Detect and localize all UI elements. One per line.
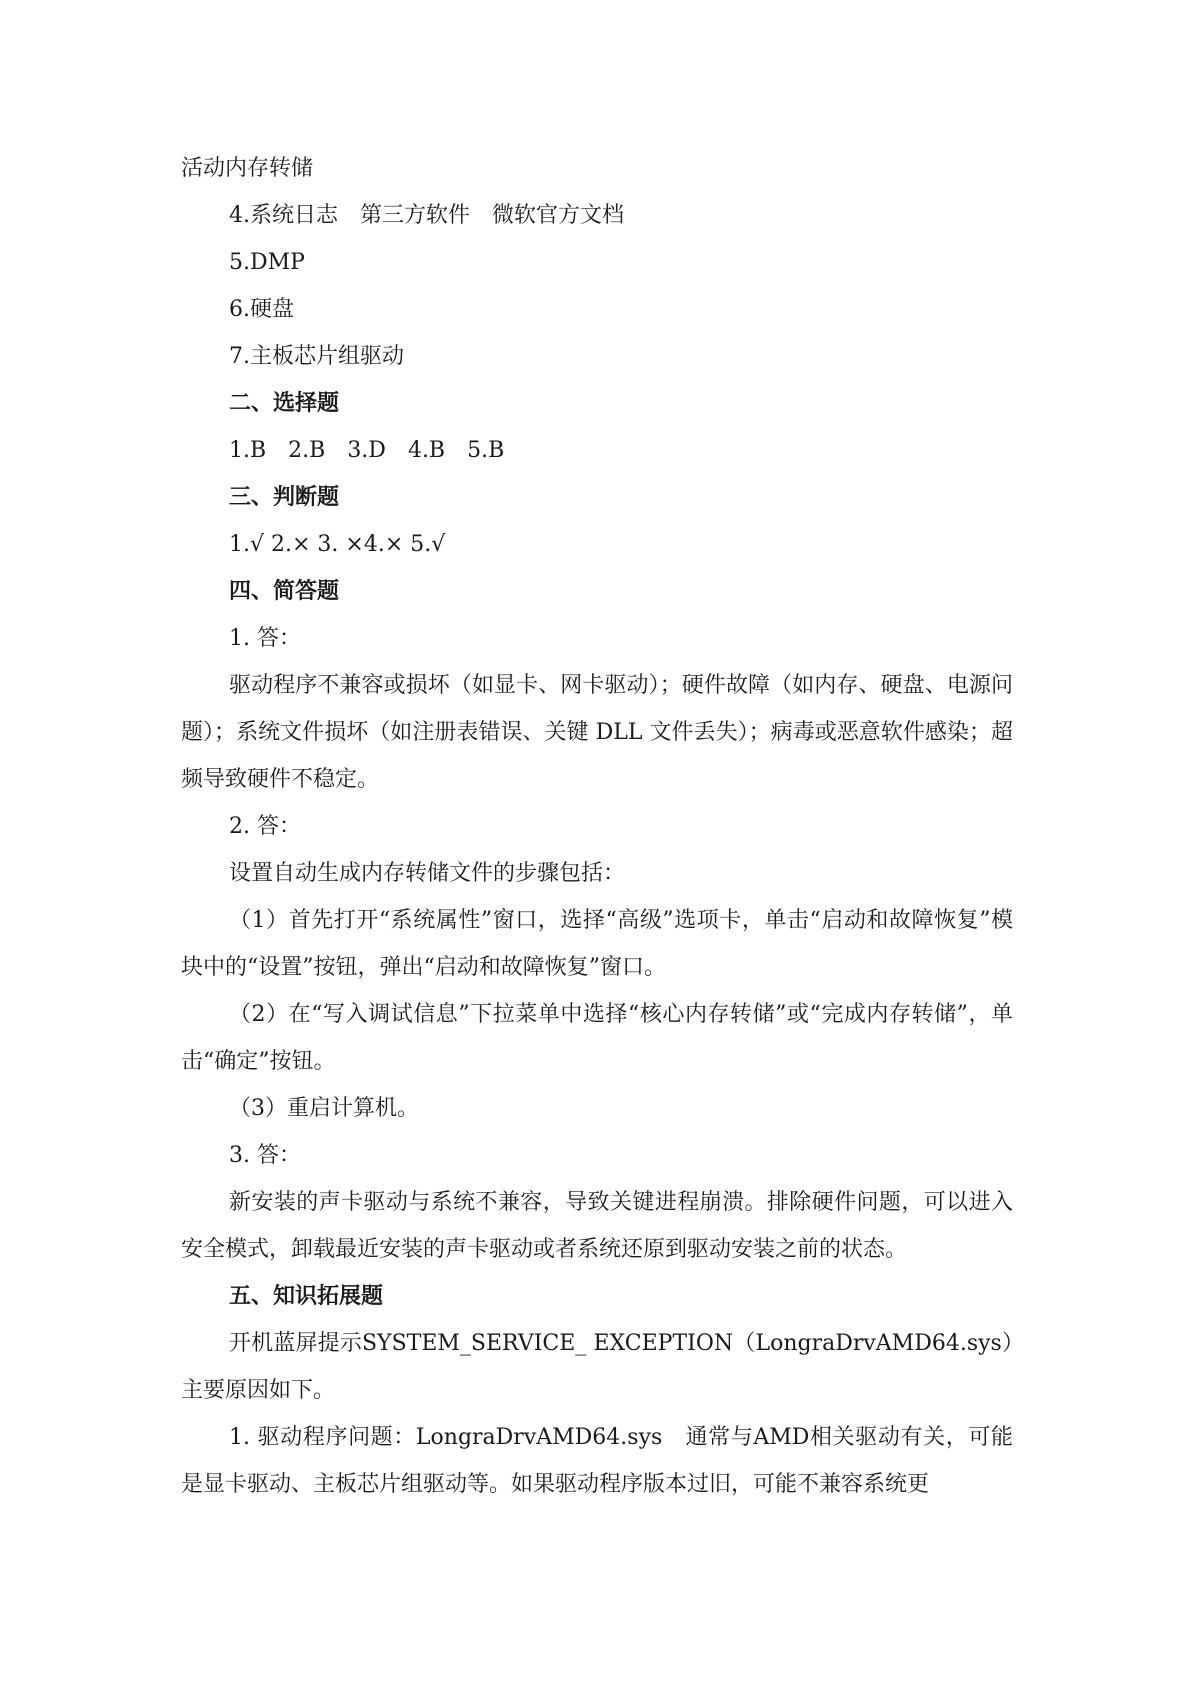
answer-paragraph: 1. 驱动程序问题：LongraDrvAMD64.sys 通常与AMD相关驱动有关，可能是显卡驱动、主板芯片组驱动等。如果驱动程序版本过旧，可能不兼容系统更 xyxy=(181,1425,1013,1497)
step-paragraph: （1）首先打开“系统属性”窗口，选择“高级”选项卡，单击“启动和故障恢复”模块中的“设置”按钮，弹出“启动和故障恢复”窗口。 xyxy=(181,908,1013,980)
step-line: （3）重启计算机。 xyxy=(229,1096,419,1121)
step-paragraph: （2）在“写入调试信息”下拉菜单中选择“核心内存转储”或“完成内存转储”，单击“确定”按钮。 xyxy=(181,1002,1013,1074)
answer-line: 4.系统日志 第三方软件 微软官方文档 xyxy=(229,203,624,228)
answer-line: 7.主板芯片组驱动 xyxy=(229,344,404,369)
question-label: 1. 答： xyxy=(229,626,301,651)
question-label: 3. 答： xyxy=(229,1143,301,1168)
section-heading-short-answer: 四、简答题 xyxy=(229,579,340,604)
section-heading-choice: 二、选择题 xyxy=(229,391,340,416)
answer-line: 设置自动生成内存转储文件的步骤包括： xyxy=(229,861,626,886)
answer-line: 活动内存转储 xyxy=(181,156,314,181)
answer-line: 5.DMP xyxy=(229,250,305,275)
answer-line: 1.√ 2.× 3. ×4.× 5.√ xyxy=(229,532,446,557)
section-heading-judge: 三、判断题 xyxy=(229,485,340,510)
section-heading-extension: 五、知识拓展题 xyxy=(229,1284,384,1309)
answer-line: 1.B 2.B 3.D 4.B 5.B xyxy=(229,438,505,463)
answer-paragraph: 驱动程序不兼容或损坏（如显卡、网卡驱动）；硬件故障（如内存、硬盘、电源问题）；系统文件损坏（如注册表错误、关键 DLL 文件丢失）；病毒或恶意软件感染；超频导致硬件不稳定。 xyxy=(181,673,1013,792)
answer-paragraph: 新安装的声卡驱动与系统不兼容，导致关键进程崩溃。排除硬件问题，可以进入安全模式，卸载最近安装的声卡驱动或者系统还原到驱动安装之前的状态。 xyxy=(181,1190,1013,1262)
answer-line: 6.硬盘 xyxy=(229,297,294,322)
document-body xyxy=(181,145,1013,1508)
question-label: 2. 答： xyxy=(229,814,301,839)
answer-paragraph: 开机蓝屏提示SYSTEM_SERVICE_ EXCEPTION（LongraDrvAMD64.sys）主要原因如下。 xyxy=(181,1331,1013,1403)
